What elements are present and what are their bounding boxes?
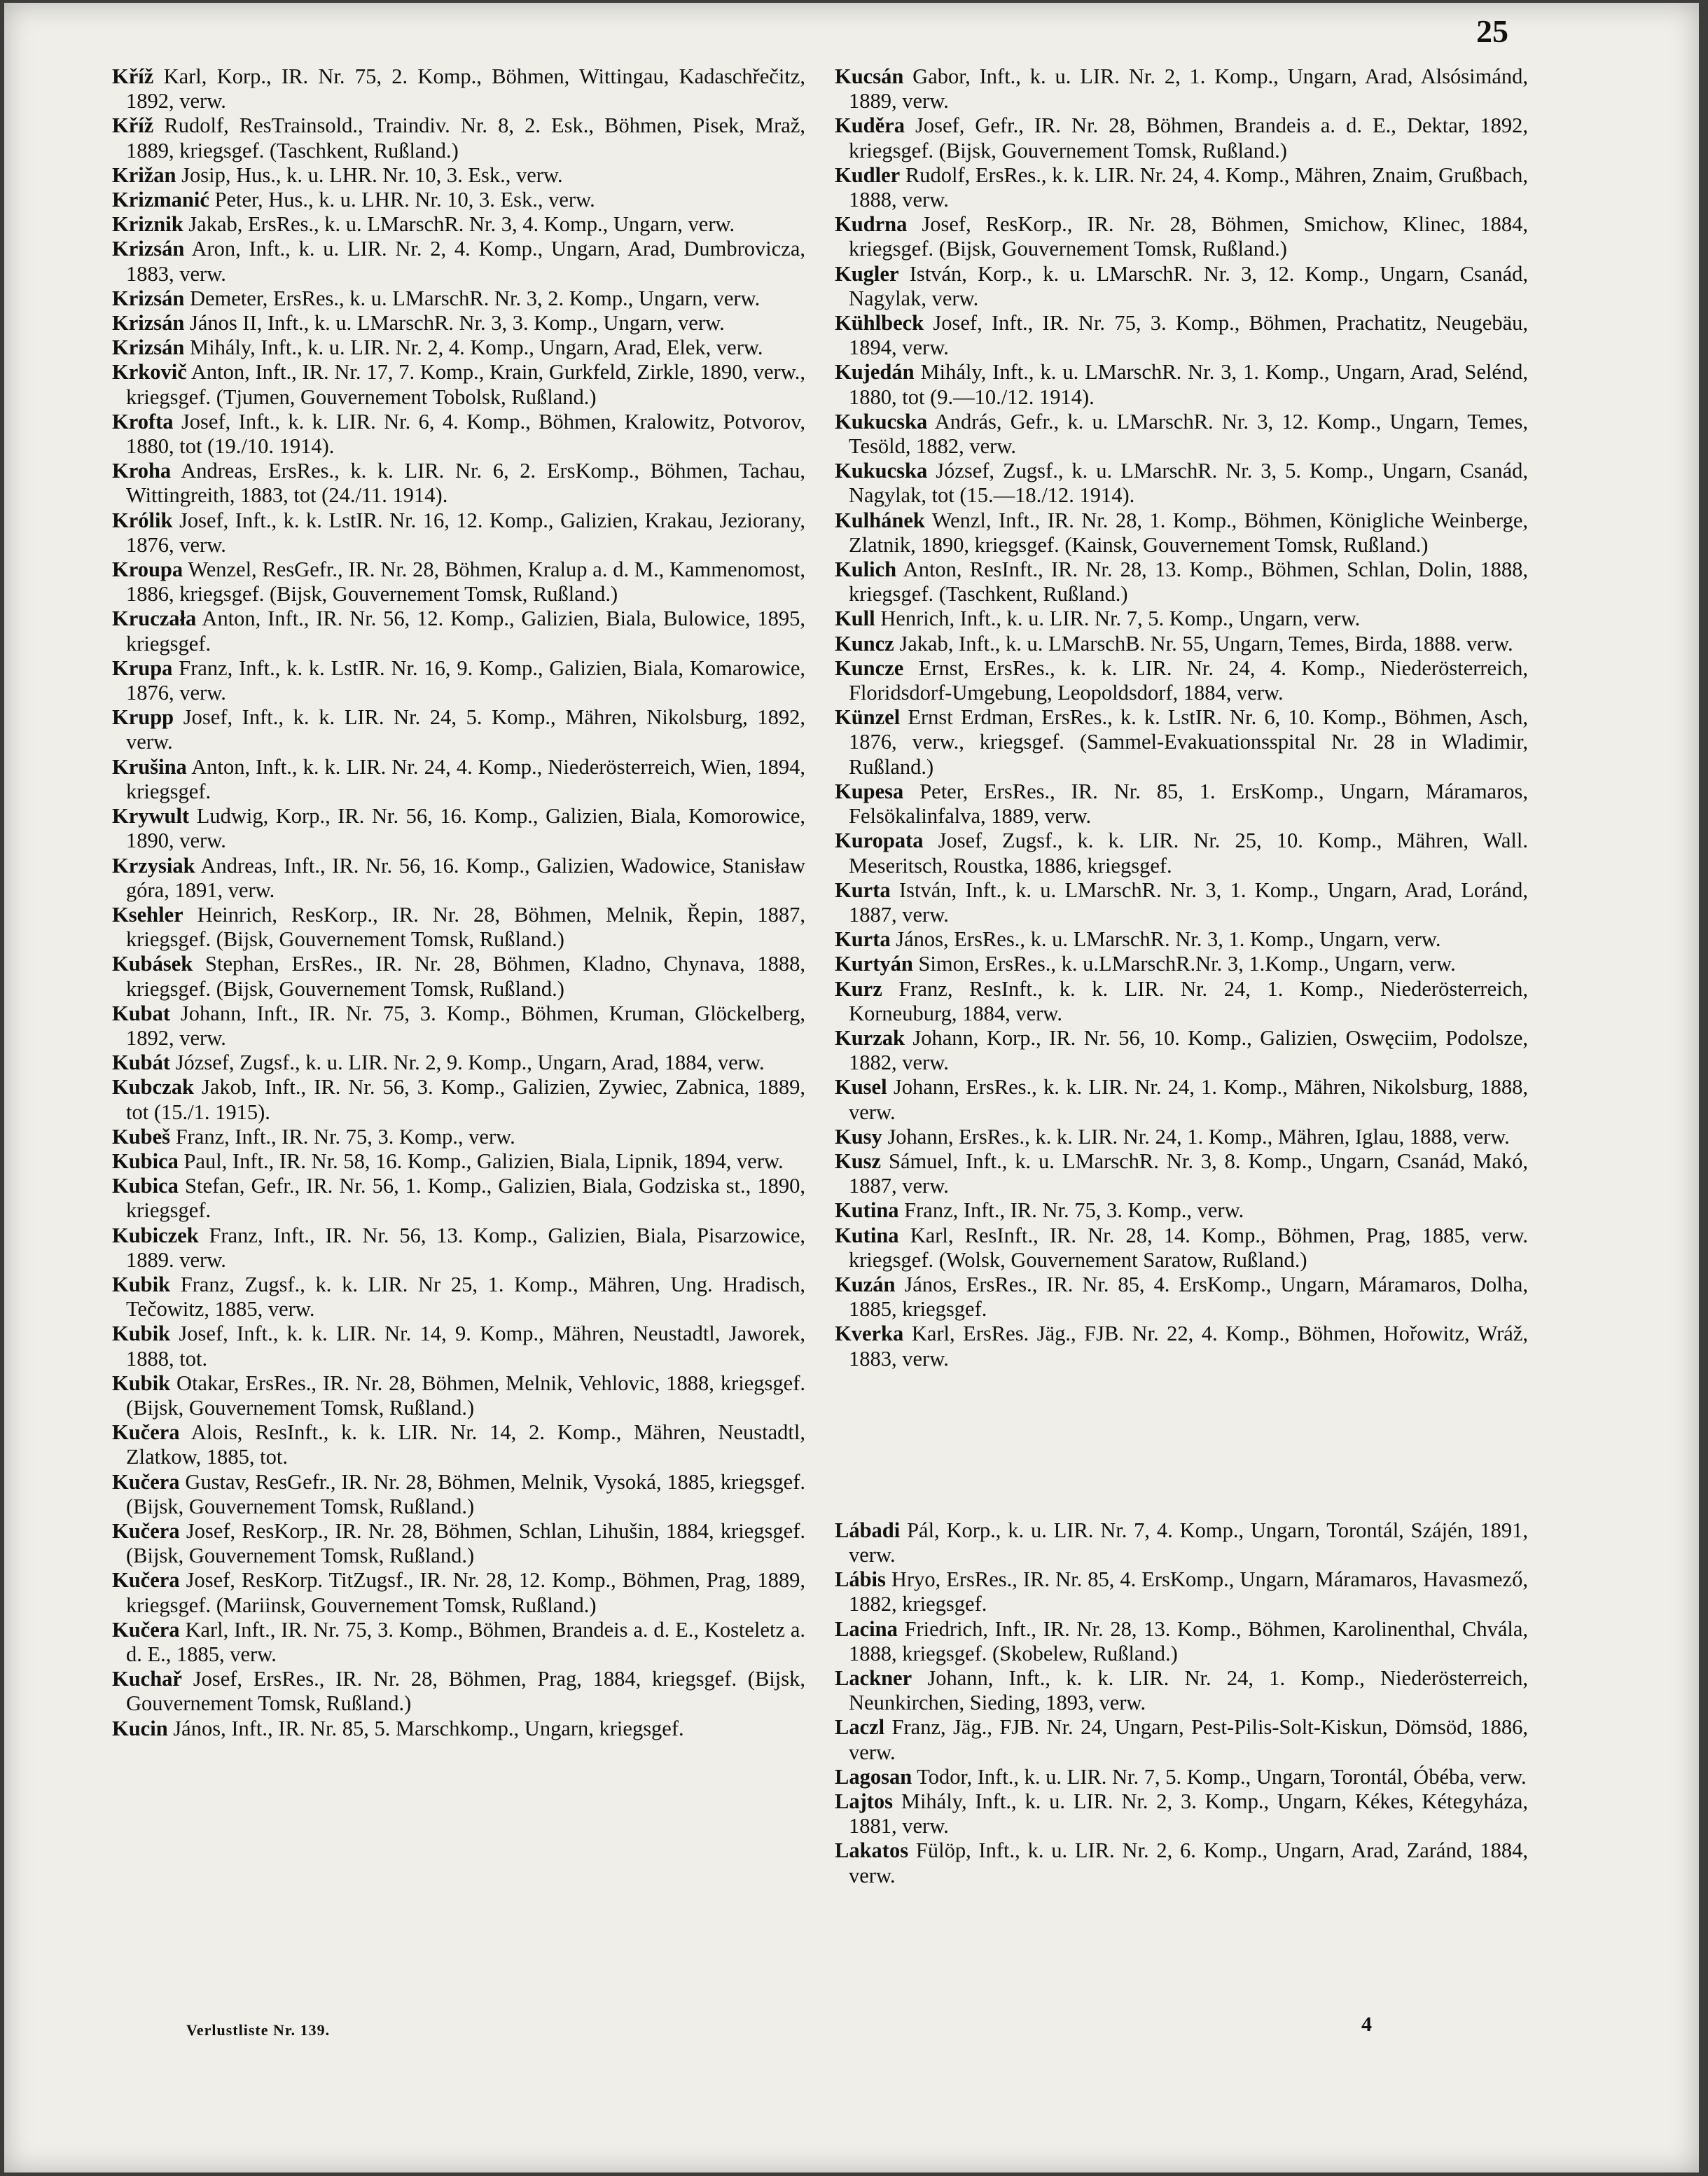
entry-surname: Lackner — [835, 1665, 912, 1690]
entry-details: Josip, Hus., k. u. LHR. Nr. 10, 3. Esk., verw. — [176, 162, 563, 187]
entry-surname: Krupp — [112, 705, 174, 730]
list-entry — [835, 632, 1528, 656]
list-entry — [112, 557, 805, 607]
list-entry — [835, 952, 1528, 976]
entry-details: Anton, Inft., IR. Nr. 56, 12. Komp., Galizien, Biala, Bulowice, 1895, kriegsgef. — [126, 607, 805, 656]
entry-details: Wenzl, Inft., IR. Nr. 28, 1. Komp., Böhmen, Königliche Weinberge, Zlatnik, 1890, kriegsgef. (Kainsk, Gouvernement Tomsk, Rußland.) — [849, 508, 1528, 557]
list-entry — [112, 804, 805, 853]
entry-surname: Kugler — [835, 261, 899, 286]
entry-surname: Krkovič — [112, 360, 187, 384]
entry-surname: Kutina — [835, 1198, 899, 1223]
entry-surname: Kubeš — [112, 1124, 171, 1149]
entry-surname: Kukucska — [835, 459, 928, 483]
entry-details: Paul, Inft., IR. Nr. 58, 16. Komp., Galizien, Biala, Lipnik, 1894, verw. — [178, 1149, 784, 1173]
list-entry — [835, 410, 1528, 459]
entry-surname: Kučera — [112, 1420, 180, 1445]
entry-details: Josef, Gefr., IR. Nr. 28, Böhmen, Brandeis a. d. E., Dektar, 1892, kriegsgef. (Bijsk, Gouvernement Tomsk, Rußland.) — [849, 113, 1528, 162]
entry-surname: Krywult — [112, 804, 190, 829]
entry-details: Andreas, ErsRes., k. k. LIR. Nr. 6, 2. ErsKomp., Böhmen, Tachau, Wittingreith, 1883, tot (24./11. 1914). — [126, 459, 805, 508]
entry-surname: Kurta — [835, 927, 891, 952]
list-entry — [112, 656, 805, 705]
list-entry — [835, 779, 1528, 829]
entry-details: Josef, ResKorp. TitZugsf., IR. Nr. 28, 12. Komp., Böhmen, Prag, 1889, kriegsgef. (Mariinsk, Gouvernement Tomsk, Rußland.) — [126, 1568, 805, 1617]
footer-list-number: Verlustliste Nr. 139. — [186, 2021, 331, 2039]
entry-details: Ernst, ErsRes., k. k. LIR. Nr. 24, 4. Komp., Niederösterreich, Floridsdorf-Umgebung, Leopoldsdorf, 1884, verw. — [849, 656, 1528, 705]
entry-details: János, Inft., IR. Nr. 85, 5. Marschkomp., Ungarn, kriegsgef. — [167, 1716, 684, 1740]
page — [4, 3, 1699, 2172]
list-entry — [112, 286, 805, 311]
entry-details: Andreas, Inft., IR. Nr. 56, 16. Komp., Galizien, Wadowice, Stanisław góra, 1891, verw. — [126, 853, 805, 902]
entry-details: Alois, ResInft., k. k. LIR. Nr. 14, 2. Komp., Mähren, Neustadtl, Zlatkow, 1885, tot. — [126, 1420, 805, 1469]
entry-surname: Kubczak — [112, 1075, 194, 1100]
list-entry — [835, 1322, 1528, 1371]
entry-details: Jakab, Inft., k. u. LMarschB. Nr. 55, Ungarn, Temes, Birda, 1888. verw. — [894, 631, 1513, 656]
entry-surname: Lábadi — [835, 1518, 901, 1542]
entry-details: Jakab, ErsRes., k. u. LMarschR. Nr. 3, 4. Komp., Ungarn, verw. — [183, 212, 735, 237]
entry-surname: Künzel — [835, 705, 901, 730]
entry-surname: Laczl — [835, 1715, 885, 1740]
list-entry — [112, 335, 805, 360]
entry-details: Sámuel, Inft., k. u. LMarschR. Nr. 3, 8. Komp., Ungarn, Csanád, Makó, 1887, verw. — [849, 1149, 1528, 1198]
entry-details: Josef, ResKorp., IR. Nr. 28, Böhmen, Smichow, Klinec, 1884, kriegsgef. (Bijsk, Gouvernement Tomsk, Rußland.) — [849, 212, 1528, 261]
entry-surname: Kucsán — [835, 64, 904, 88]
list-entry — [835, 705, 1528, 779]
list-entry — [112, 854, 805, 903]
entry-surname: Krizmanić — [112, 188, 209, 212]
list-entry — [835, 829, 1528, 878]
list-entry — [835, 64, 1528, 113]
entry-details: Anton, Inft., IR. Nr. 17, 7. Komp., Krain, Gurkfeld, Zirkle, 1890, verw., kriegsgef. (Tjumen, Gouvernement Tobolsk, Rußland.) — [126, 360, 805, 409]
list-entry — [112, 755, 805, 804]
entry-details: Franz, Inft., IR. Nr. 56, 13. Komp., Galizien, Biala, Pisarzowice, 1889. verw. — [126, 1223, 805, 1272]
entry-surname: Kujedán — [835, 360, 915, 384]
entry-details: István, Inft., k. u. LMarschR. Nr. 3, 1. Komp., Ungarn, Arad, Loránd, 1887, verw. — [849, 878, 1528, 927]
entry-details: Johann, Korp., IR. Nr. 56, 10. Komp., Galizien, Oswęciim, Podolsze, 1882, verw. — [849, 1025, 1528, 1075]
entry-surname: Kubiczek — [112, 1223, 199, 1247]
entry-surname: Kubica — [112, 1149, 179, 1173]
entry-details: Todor, Inft., k. u. LIR. Nr. 7, 5. Komp., Ungarn, Torontál, Óbéba, verw. — [912, 1764, 1527, 1789]
entry-details: Jakob, Inft., IR. Nr. 56, 3. Komp., Galizien, Zywiec, Zabnica, 1889, tot (15./1. 1915). — [126, 1075, 805, 1124]
entry-details: István, Korp., k. u. LMarschR. Nr. 3, 12. Komp., Ungarn, Csanád, Nagylak, verw. — [849, 261, 1528, 310]
list-entry — [112, 1125, 805, 1149]
entry-surname: Kučera — [112, 1617, 180, 1642]
list-entry — [835, 459, 1528, 508]
right-column — [835, 64, 1528, 1888]
entry-details: Josef, ErsRes., IR. Nr. 28, Böhmen, Prag, 1884, kriegsgef. (Bijsk, Gouvernement Tomsk, Rußland.) — [126, 1667, 805, 1716]
list-entry — [835, 1666, 1528, 1715]
entry-surname: Kriznik — [112, 212, 183, 237]
list-entry — [835, 1224, 1528, 1273]
list-entry — [112, 1075, 805, 1124]
entry-details: András, Gefr., k. u. LMarschR. Nr. 3, 12. Komp., Ungarn, Temes, Tesöld, 1882, verw. — [849, 409, 1528, 459]
list-entry — [835, 1518, 1528, 1567]
entry-details: Karl, Inft., IR. Nr. 75, 3. Komp., Böhmen, Brandeis a. d. E., Kosteletz a. d. E., 1885, verw. — [126, 1617, 805, 1666]
entry-surname: Kutina — [835, 1223, 899, 1247]
list-entry — [112, 903, 805, 952]
list-entry — [112, 1174, 805, 1223]
list-entry — [835, 113, 1528, 162]
list-entry — [112, 410, 805, 459]
entry-details: Franz, ResInft., k. k. LIR. Nr. 24, 1. Komp., Niederösterreich, Korneuburg, 1884, verw. — [849, 976, 1528, 1025]
entry-details: Otakar, ErsRes., IR. Nr. 28, Böhmen, Melnik, Vehlovic, 1888, kriegsgef. (Bijsk, Gouvernement Tomsk, Rußland.) — [126, 1371, 805, 1420]
entry-surname: Kubica — [112, 1174, 179, 1198]
entry-details: József, Zugsf., k. u. LMarschR. Nr. 3, 5. Komp., Ungarn, Csanád, Nagylak, tot (15.—18./12. 1914). — [849, 459, 1528, 508]
entry-details: Johann, Inft., k. k. LIR. Nr. 24, 1. Komp., Niederösterreich, Neunkirchen, Sieding, 1893, verw. — [849, 1665, 1528, 1715]
entry-surname: Kroupa — [112, 557, 183, 582]
entry-surname: Kubát — [112, 1051, 171, 1075]
sheet-mark: 4 — [1361, 2013, 1372, 2036]
entry-surname: Krizsán — [112, 311, 185, 335]
list-entry — [835, 977, 1528, 1026]
list-entry — [112, 113, 805, 162]
entry-details: Pál, Korp., k. u. LIR. Nr. 7, 4. Komp., Ungarn, Torontál, Szájén, 1891, verw. — [849, 1518, 1528, 1567]
entry-surname: Krizsán — [112, 237, 185, 261]
entry-surname: Kubásek — [112, 952, 193, 976]
list-entry — [112, 607, 805, 656]
entry-details: Aron, Inft., k. u. LIR. Nr. 2, 4. Komp., Ungarn, Arad, Dumbrovicza, 1883, verw. — [126, 237, 805, 286]
entry-details: Karl, ResInft., IR. Nr. 28, 14. Komp., Böhmen, Prag, 1885, verw. kriegsgef. (Wolsk, Gouvernement Saratow, Rußland.) — [849, 1223, 1528, 1272]
entry-surname: Kurzak — [835, 1025, 905, 1050]
entry-details: Ludwig, Korp., IR. Nr. 56, 16. Komp., Galizien, Biala, Komorowice, 1890, verw. — [126, 804, 805, 853]
entry-surname: Kudler — [835, 162, 901, 187]
list-entry — [112, 952, 805, 1001]
entry-surname: Lajtos — [835, 1789, 894, 1813]
list-entry — [835, 1765, 1528, 1789]
entry-surname: Križan — [112, 162, 176, 187]
list-entry — [112, 188, 805, 212]
entry-details: Peter, Hus., k. u. LHR. Nr. 10, 3. Esk., verw. — [209, 188, 595, 212]
entry-surname: Kuncz — [835, 631, 894, 656]
entry-surname: Kulich — [835, 557, 897, 582]
list-entry — [112, 1273, 805, 1322]
entry-details: Anton, Inft., k. k. LIR. Nr. 24, 4. Komp., Niederösterreich, Wien, 1894, kriegsgef. — [126, 754, 805, 803]
list-entry — [112, 1420, 805, 1469]
list-entry — [112, 1371, 805, 1420]
list-entry — [112, 508, 805, 557]
entry-surname: Kučera — [112, 1568, 180, 1593]
entry-details: Franz, Inft., IR. Nr. 75, 3. Komp., verw. — [898, 1198, 1244, 1223]
entry-details: Johann, Inft., IR. Nr. 75, 3. Komp., Böhmen, Kruman, Glöckelberg, 1892, verw. — [126, 1001, 805, 1050]
entry-details: Stefan, Gefr., IR. Nr. 56, 1. Komp., Galizien, Biala, Godziska st., 1890, kriegsgef. — [126, 1174, 805, 1223]
list-entry — [112, 64, 805, 113]
entry-details: Fülöp, Inft., k. u. LIR. Nr. 2, 6. Komp., Ungarn, Arad, Zaránd, 1884, verw. — [849, 1838, 1528, 1887]
entry-details: Demeter, ErsRes., k. u. LMarschR. Nr. 3, 2. Komp., Ungarn, verw. — [184, 286, 761, 310]
entry-details: József, Zugsf., k. u. LIR. Nr. 2, 9. Komp., Ungarn, Arad, 1884, verw. — [170, 1051, 765, 1075]
entry-details: Josef, Inft., IR. Nr. 75, 3. Komp., Böhmen, Prachatitz, Neugebäu, 1894, verw. — [849, 311, 1528, 360]
list-entry — [112, 237, 805, 286]
entry-surname: Kusz — [835, 1149, 882, 1173]
entry-surname: Krizsán — [112, 335, 185, 360]
entry-details: Karl, Korp., IR. Nr. 75, 2. Komp., Böhmen, Wittingau, Kadaschřečitz, 1892, verw. — [126, 64, 805, 113]
entry-details: Josef, Zugsf., k. k. LIR. Nr. 25, 10. Komp., Mähren, Wall. Meseritsch, Roustka, 1886, kriegsgef. — [849, 829, 1528, 878]
list-entry — [112, 1717, 805, 1741]
entry-details: Josef, Inft., k. k. LIR. Nr. 24, 5. Komp., Mähren, Nikolsburg, 1892, verw. — [126, 705, 805, 754]
entry-surname: Kuchař — [112, 1667, 182, 1691]
list-entry — [835, 1838, 1528, 1887]
list-entry — [835, 1789, 1528, 1838]
entry-details: Hryo, ErsRes., IR. Nr. 85, 4. ErsKomp., Ungarn, Máramaros, Havasmező, 1882, kriegsgef. — [849, 1567, 1528, 1616]
entry-surname: Kverka — [835, 1322, 904, 1346]
entry-details: Josef, Inft., k. k. LIR. Nr. 6, 4. Komp., Böhmen, Kralowitz, Potvorov, 1880, tot (19./10. 1914). — [126, 409, 805, 459]
entry-details: Heinrich, ResKorp., IR. Nr. 28, Böhmen, Melnik, Řepin, 1887, kriegsgef. (Bijsk, Gouvernement Tomsk, Rußland.) — [126, 902, 805, 952]
list-entry — [112, 311, 805, 335]
list-entry — [835, 508, 1528, 557]
entry-surname: Krušina — [112, 754, 187, 779]
list-entry — [112, 163, 805, 188]
left-column — [112, 64, 805, 1741]
entry-surname: Ksehler — [112, 902, 183, 927]
entry-details: Mihály, Inft., k. u. LIR. Nr. 2, 4. Komp., Ungarn, Arad, Elek, verw. — [184, 335, 763, 360]
entry-surname: Kusy — [835, 1124, 882, 1149]
list-entry — [112, 1470, 805, 1519]
section-gap — [835, 1371, 1528, 1518]
list-entry — [112, 1519, 805, 1568]
list-entry — [835, 656, 1528, 705]
list-entry — [112, 360, 805, 409]
entry-surname: Kubat — [112, 1001, 171, 1025]
list-entry — [835, 557, 1528, 607]
entry-surname: Królik — [112, 508, 173, 532]
right-column-l-entries — [835, 1518, 1528, 1888]
entry-surname: Lacina — [835, 1616, 898, 1641]
entry-details: Franz, Inft., IR. Nr. 75, 3. Komp., verw. — [170, 1124, 515, 1149]
entry-details: János, ErsRes., k. u. LMarschR. Nr. 3, 1. Komp., Ungarn, verw. — [890, 927, 1441, 952]
list-entry — [835, 1617, 1528, 1666]
list-entry — [835, 212, 1528, 261]
entry-details: Mihály, Inft., k. u. LIR. Nr. 2, 3. Komp., Ungarn, Kékes, Kétegyháza, 1881, verw. — [849, 1789, 1528, 1838]
entry-surname: Lagosan — [835, 1764, 912, 1789]
entry-details: Franz, Zugsf., k. k. LIR. Nr 25, 1. Komp., Mähren, Ung. Hradisch, Tečowitz, 1885, verw. — [126, 1272, 805, 1322]
entry-surname: Lakatos — [835, 1838, 909, 1863]
entry-details: János II, Inft., k. u. LMarschR. Nr. 3, 3. Komp., Ungarn, verw. — [184, 311, 725, 335]
entry-details: Rudolf, ResTrainsold., Traindiv. Nr. 8, 2. Esk., Böhmen, Pisek, Mraž, 1889, kriegsgef. (Taschkent, Rußland.) — [126, 113, 805, 162]
list-entry — [112, 1667, 805, 1716]
list-entry — [835, 262, 1528, 311]
list-entry — [835, 1026, 1528, 1075]
entry-surname: Krzysiak — [112, 853, 195, 878]
entry-surname: Kuzán — [835, 1272, 896, 1296]
entry-surname: Krizsán — [112, 286, 185, 310]
list-entry — [112, 1618, 805, 1667]
entry-surname: Kubik — [112, 1322, 171, 1346]
entry-surname: Kurtyán — [835, 952, 913, 976]
entry-surname: Kuncze — [835, 656, 904, 680]
entry-surname: Kurta — [835, 878, 891, 902]
entry-surname: Kulhánek — [835, 508, 925, 532]
entry-surname: Kucin — [112, 1716, 168, 1740]
entry-details: Johann, ErsRes., k. k. LIR. Nr. 24, 1. Komp., Mähren, Nikolsburg, 1888, verw. — [849, 1075, 1528, 1124]
entry-details: Wenzel, ResGefr., IR. Nr. 28, Böhmen, Kralup a. d. M., Kammenomost, 1886, kriegsgef. (Bijsk, Gouvernement Tomsk, Rußland.) — [126, 557, 805, 607]
entry-surname: Kubik — [112, 1371, 171, 1395]
list-entry — [112, 1051, 805, 1075]
entry-details: János, ErsRes., IR. Nr. 85, 4. ErsKomp., Ungarn, Máramaros, Dolha, 1885, kriegsgef. — [849, 1272, 1528, 1322]
entry-surname: Kuropata — [835, 829, 924, 853]
entry-surname: Kubik — [112, 1272, 171, 1296]
entry-details: Stephan, ErsRes., IR. Nr. 28, Böhmen, Kladno, Chynava, 1888, kriegsgef. (Bijsk, Gouvernement Tomsk, Rußland.) — [126, 952, 805, 1001]
entry-details: Josef, Inft., k. k. LstIR. Nr. 16, 12. Komp., Galizien, Krakau, Jeziorany, 1876, verw. — [126, 508, 805, 557]
list-entry — [835, 1567, 1528, 1616]
list-entry — [112, 1568, 805, 1617]
entry-surname: Kruczała — [112, 607, 197, 631]
entry-surname: Kull — [835, 607, 875, 631]
entry-surname: Kučera — [112, 1518, 180, 1543]
list-entry — [835, 1273, 1528, 1322]
entry-details: Anton, ResInft., IR. Nr. 28, 13. Komp., Böhmen, Schlan, Dolin, 1888, kriegsgef. (Taschkent, Rußland.) — [849, 557, 1528, 607]
list-entry — [112, 1149, 805, 1174]
entry-surname: Kučera — [112, 1469, 180, 1494]
entry-details: Gustav, ResGefr., IR. Nr. 28, Böhmen, Melnik, Vysoká, 1885, kriegsgef. (Bijsk, Gouvernement Tomsk, Rußland.) — [126, 1469, 805, 1518]
entry-details: Johann, ErsRes., k. k. LIR. Nr. 24, 1. Komp., Mähren, Iglau, 1888, verw. — [882, 1124, 1510, 1149]
list-entry — [835, 878, 1528, 927]
page-number: 25 — [1476, 13, 1508, 49]
entry-surname: Kuděra — [835, 113, 905, 138]
list-entry — [112, 1002, 805, 1051]
entry-details: Simon, ErsRes., k. u.LMarschR.Nr. 3, 1.Komp., Ungarn, verw. — [912, 952, 1456, 976]
entry-surname: Kříž — [112, 64, 154, 88]
entry-surname: Krupa — [112, 656, 173, 680]
entry-details: Karl, ErsRes. Jäg., FJB. Nr. 22, 4. Komp., Böhmen, Hořowitz, Wráž, 1883, verw. — [849, 1322, 1528, 1371]
entry-surname: Kroha — [112, 459, 172, 483]
entry-details: Ernst Erdman, ErsRes., k. k. LstIR. Nr. 6, 10. Komp., Böhmen, Asch, 1876, verw., kriegsgef. (Sammel-Evakuationsspital Nr. 28 in Wladimir, Rußland.) — [849, 705, 1528, 779]
entry-surname: Kříž — [112, 113, 154, 138]
entry-details: Friedrich, Inft., IR. Nr. 28, 13. Komp., Böhmen, Karolinenthal, Chvála, 1888, kriegsgef. (Skobelew, Rußland.) — [849, 1616, 1528, 1665]
list-entry — [835, 1125, 1528, 1149]
entry-surname: Kukucska — [835, 409, 928, 434]
list-entry — [112, 1322, 805, 1371]
list-entry — [112, 1224, 805, 1273]
entry-details: Gabor, Inft., k. u. LIR. Nr. 2, 1. Komp., Ungarn, Arad, Alsósimánd, 1889, verw. — [849, 64, 1528, 113]
list-entry — [835, 1075, 1528, 1124]
list-entry — [835, 360, 1528, 409]
entry-surname: Kupesa — [835, 779, 904, 803]
entry-details: Peter, ErsRes., IR. Nr. 85, 1. ErsKomp., Ungarn, Máramaros, Felsökalinfalva, 1889, verw. — [849, 779, 1528, 829]
list-entry — [112, 459, 805, 508]
entry-details: Josef, ResKorp., IR. Nr. 28, Böhmen, Schlan, Lihušin, 1884, kriegsgef. (Bijsk, Gouvernement Tomsk, Rußland.) — [126, 1518, 805, 1568]
entry-surname: Lábis — [835, 1567, 886, 1592]
entry-surname: Kurz — [835, 976, 882, 1001]
entry-details: Josef, Inft., k. k. LIR. Nr. 14, 9. Komp., Mähren, Neustadtl, Jaworek, 1888, tot. — [126, 1322, 805, 1371]
right-column-k-entries — [835, 64, 1528, 1371]
entry-details: Mihály, Inft., k. u. LMarschR. Nr. 3, 1. Komp., Ungarn, Arad, Selénd, 1880, tot (9.—10./12. 1914). — [849, 360, 1528, 409]
list-entry — [112, 212, 805, 237]
entry-surname: Kudrna — [835, 212, 908, 237]
list-entry — [835, 607, 1528, 631]
entry-details: Franz, Jäg., FJB. Nr. 24, Ungarn, Pest-Pilis-Solt-Kiskun, Dömsöd, 1886, verw. — [849, 1715, 1528, 1764]
list-entry — [835, 1149, 1528, 1198]
entry-details: Rudolf, ErsRes., k. k. LIR. Nr. 24, 4. Komp., Mähren, Znaim, Grußbach, 1888, verw. — [849, 162, 1528, 212]
entry-surname: Kusel — [835, 1075, 887, 1100]
entry-details: Franz, Inft., k. k. LstIR. Nr. 16, 9. Komp., Galizien, Biala, Komarowice, 1876, verw. — [126, 656, 805, 705]
list-entry — [835, 927, 1528, 952]
entry-surname: Krofta — [112, 409, 174, 434]
list-entry — [835, 311, 1528, 360]
entry-surname: Kühlbeck — [835, 311, 924, 335]
list-entry — [835, 163, 1528, 212]
list-entry — [835, 1715, 1528, 1764]
list-entry — [112, 705, 805, 754]
list-entry — [835, 1198, 1528, 1223]
entry-details: Henrich, Inft., k. u. LIR. Nr. 7, 5. Komp., Ungarn, verw. — [875, 607, 1361, 631]
